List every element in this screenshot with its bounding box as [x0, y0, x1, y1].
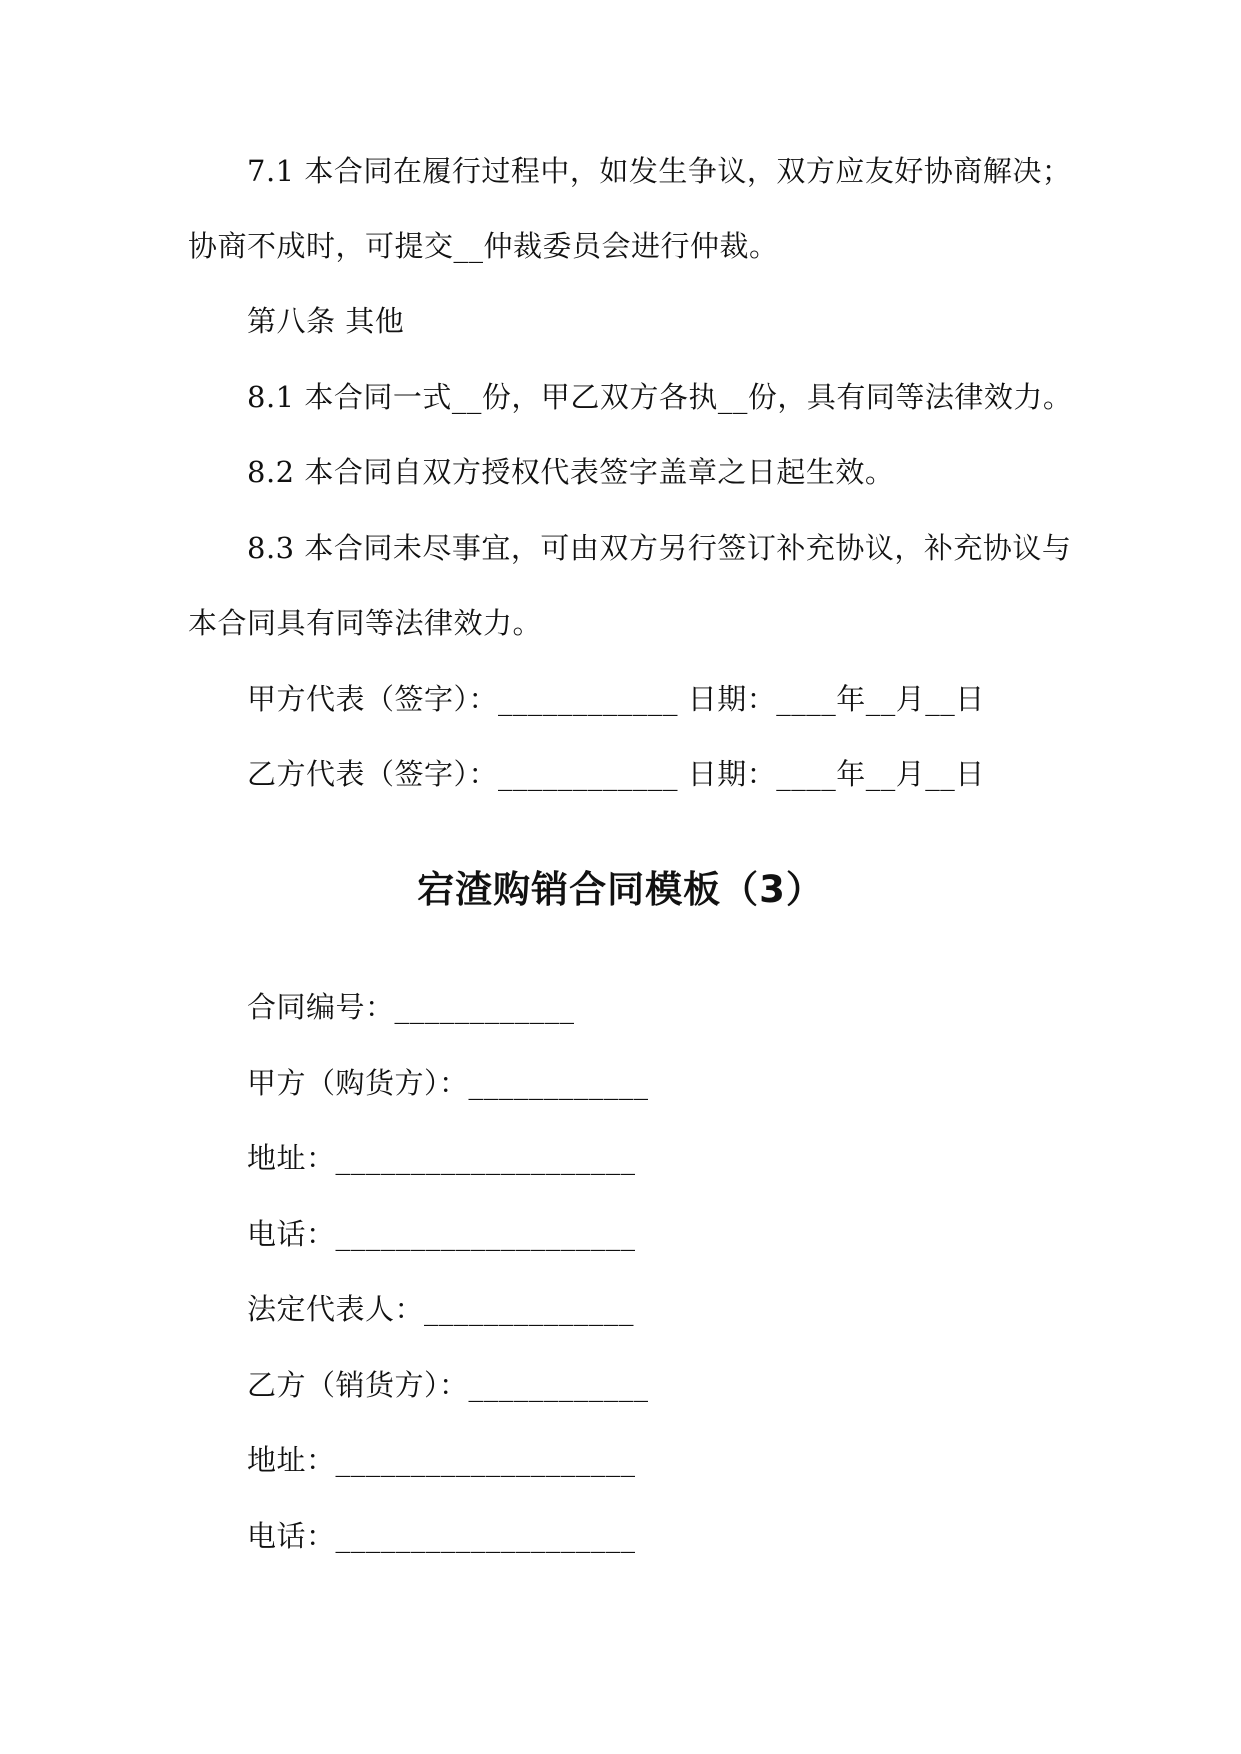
party-b-field: 乙方（销货方）：____________	[247, 1368, 649, 1402]
party-a-phone-field: 电话：____________________	[247, 1217, 636, 1251]
party-b-phone-field: 电话：____________________	[247, 1519, 636, 1553]
clause-7-1-line-1: 7.1 本合同在履行过程中，如发生争议，双方应友好协商解决；	[247, 154, 1072, 188]
party-a-field: 甲方（购货方）：____________	[247, 1066, 649, 1100]
party-a-signature-line: 甲方代表（签字）：____________ 日期：____年__月__日	[247, 682, 985, 716]
contract-number-field: 合同编号：____________	[247, 990, 575, 1024]
party-b-address-field: 地址：____________________	[247, 1443, 636, 1477]
clause-8-3-line-2: 本合同具有同等法律效力。	[188, 606, 543, 640]
legal-representative-field: 法定代表人：______________	[247, 1292, 635, 1326]
party-a-address-field: 地址：____________________	[247, 1141, 636, 1175]
clause-8-2: 8.2 本合同自双方授权代表签字盖章之日起生效。	[247, 455, 895, 489]
party-b-signature-line: 乙方代表（签字）：____________ 日期：____年__月__日	[247, 757, 985, 791]
clause-7-1-line-2: 协商不成时，可提交__仲裁委员会进行仲裁。	[188, 229, 779, 263]
section-8-heading: 第八条 其他	[247, 304, 405, 338]
contract-3-title: 宕渣购销合同模板（3）	[417, 868, 824, 911]
clause-8-3-line-1: 8.3 本合同未尽事宜，可由双方另行签订补充协议，补充协议与	[247, 531, 1072, 565]
clause-8-1: 8.1 本合同一式__份，甲乙双方各执__份，具有同等法律效力。	[247, 380, 1073, 414]
